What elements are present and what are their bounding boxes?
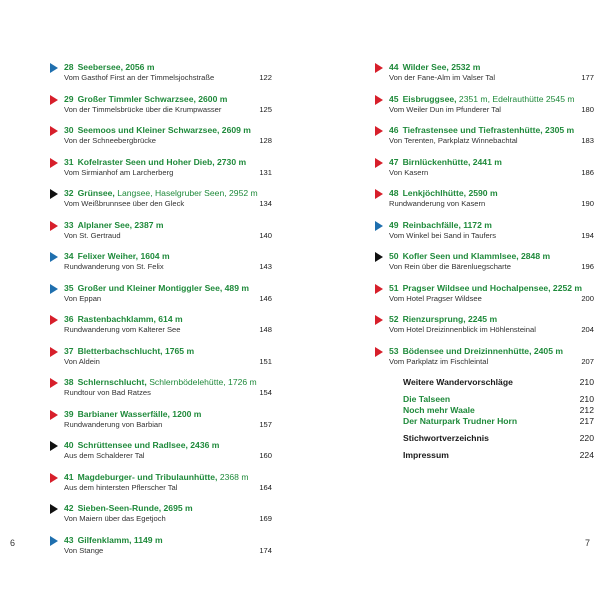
entry-number: 42 [64, 503, 74, 513]
entry-number: 30 [64, 125, 74, 135]
entry-description: Rundwanderung von St. Felix [64, 262, 164, 271]
triangle-marker-icon [375, 126, 383, 136]
toc-entry[interactable] [375, 346, 594, 367]
extra-page-number: 210 [579, 377, 594, 387]
toc-entry[interactable] [50, 409, 272, 430]
toc-entry[interactable] [50, 62, 272, 83]
entry-page-number: 177 [581, 73, 594, 82]
entry-title: Kofelraster Seen und Hoher Dieb, 2730 m [77, 156, 247, 167]
triangle-marker-icon [50, 63, 58, 73]
entry-title: Pragser Wildsee und Hochalpensee, 2252 m [402, 282, 583, 293]
entry-page-number: 122 [259, 73, 272, 82]
toc-entry[interactable] [375, 283, 594, 304]
entry-number: 41 [64, 471, 74, 482]
entry-title: Rastenbachklamm, 614 m [77, 314, 183, 324]
entry-page-number: 169 [259, 514, 272, 523]
triangle-marker-icon [375, 252, 383, 262]
entry-title: Barbianer Wasserfälle, 1200 m [77, 408, 202, 419]
entry-description: Von der Fane-Alm im Valser Tal [389, 73, 496, 82]
toc-entry[interactable] [50, 157, 272, 178]
entry-number: 53 [389, 345, 399, 356]
entry-title: Birnlückenhütte, 2441 m [402, 156, 502, 167]
entry-description: Rundtour von Bad Ratzes [64, 388, 151, 397]
entry-description: Vom Hotel Pragser Wildsee [389, 293, 482, 303]
triangle-marker-icon [50, 473, 58, 483]
entry-title: Bödensee und Dreizinnenhütte, 2405 m [402, 345, 564, 356]
entry-title: Reinbachfälle, 1172 m [402, 219, 492, 230]
toc-entry[interactable] [375, 188, 594, 209]
toc-extra-row[interactable] [403, 433, 594, 444]
triangle-marker-icon [50, 378, 58, 388]
triangle-marker-icon [50, 252, 58, 262]
entry-number: 51 [389, 282, 399, 293]
toc-entry[interactable] [375, 314, 594, 335]
entry-description: Aus dem Schalderer Tal [64, 451, 145, 460]
entry-title: Rienzursprung, 2245 m [402, 314, 498, 324]
entry-number: 31 [64, 156, 74, 167]
triangle-marker-icon [50, 410, 58, 420]
entry-description: Vom Weißbrunnsee über den Gleck [64, 199, 185, 208]
entry-number: 35 [64, 282, 74, 293]
toc-entry[interactable] [50, 188, 272, 209]
toc-left-column [50, 62, 272, 566]
entry-description: Von der Schneebergbrücke [64, 136, 157, 145]
triangle-marker-icon [375, 347, 383, 357]
entry-title: Gilfenklamm, 1149 m [77, 534, 163, 545]
toc-extra-row[interactable] [403, 405, 594, 416]
extra-title: Impressum [403, 450, 449, 460]
triangle-marker-icon [375, 95, 383, 105]
triangle-marker-icon [375, 315, 383, 325]
entry-page-number: 131 [259, 167, 272, 177]
triangle-marker-icon [50, 347, 58, 357]
entry-description: Vom Gasthof First an der Timmelsjochstraße [64, 73, 215, 82]
entry-page-number: 143 [259, 262, 272, 271]
entry-description: Aus dem hintersten Pflerscher Tal [64, 482, 178, 492]
entry-title: Großer und Kleiner Montiggler See, 489 m [77, 282, 249, 293]
triangle-marker-icon [50, 441, 58, 451]
entry-number: 37 [64, 345, 74, 356]
triangle-marker-icon [50, 189, 58, 199]
entry-description: Von St. Gertraud [64, 230, 121, 240]
toc-right-column [375, 62, 594, 467]
toc-extra-row[interactable] [403, 416, 594, 427]
entry-number: 49 [389, 219, 399, 230]
entry-number: 48 [389, 188, 399, 198]
entry-title: Felixer Weiher, 1604 m [77, 251, 170, 261]
entry-number: 40 [64, 440, 74, 450]
toc-entry[interactable] [375, 220, 594, 241]
triangle-marker-icon [50, 284, 58, 294]
entry-page-number: 183 [581, 136, 594, 145]
entry-page-number: 160 [259, 451, 272, 460]
entry-page-number: 204 [581, 325, 594, 334]
toc-entry[interactable] [50, 220, 272, 241]
entry-number: 29 [64, 93, 74, 104]
entry-number: 33 [64, 219, 74, 230]
triangle-marker-icon [375, 284, 383, 294]
toc-entry[interactable] [375, 94, 594, 115]
entry-title: Wilder See, 2532 m [402, 62, 481, 72]
entry-title: Sieben-Seen-Runde, 2695 m [77, 503, 193, 513]
entry-title-extra: 2351 m, Edelrauthütte 2545 m [456, 93, 575, 104]
entry-page-number: 174 [259, 545, 272, 555]
triangle-marker-icon [375, 189, 383, 199]
triangle-marker-icon [375, 63, 383, 73]
entry-title: Lenkjöchlhütte, 2590 m [402, 188, 498, 198]
entry-page-number: 186 [581, 167, 594, 177]
extra-page-number: 224 [579, 450, 594, 460]
extra-title: Die Talseen [403, 394, 451, 404]
toc-entry[interactable] [50, 283, 272, 304]
entry-number: 38 [64, 377, 74, 387]
entry-page-number: 148 [259, 325, 272, 334]
more-section [375, 377, 594, 388]
entry-description: Rundwanderung vom Kalterer See [64, 325, 181, 334]
triangle-marker-icon [50, 221, 58, 231]
entry-description: Von Terenten, Parkplatz Winnebachtal [389, 136, 518, 145]
toc-extra-row[interactable] [403, 377, 594, 388]
entry-title: Seebersee, 2056 m [77, 62, 155, 72]
entry-page-number: 180 [581, 104, 594, 114]
entry-title: Magdeburger- und Tribulaunhütte, [77, 471, 218, 482]
entry-title: Großer Timmler Schwarzsee, 2600 m [77, 93, 228, 104]
entry-description: Rundwanderung von Barbian [64, 419, 163, 429]
entry-title-extra: 2368 m [217, 471, 249, 482]
entry-description: Rundwanderung von Kasern [389, 199, 486, 208]
entry-number: 46 [389, 125, 399, 135]
entry-description: Vom Parkplatz im Fischleintal [389, 356, 489, 366]
entry-number: 52 [389, 314, 399, 324]
toc-entry[interactable] [50, 251, 272, 272]
entry-page-number: 207 [581, 356, 594, 366]
triangle-marker-icon [50, 536, 58, 546]
entry-title: Tiefrastensee und Tiefrastenhütte, 2305 m [402, 125, 575, 135]
entry-page-number: 154 [259, 388, 272, 397]
entry-number: 44 [389, 62, 399, 72]
entry-number: 28 [64, 62, 74, 72]
entry-title: Seemoos und Kleiner Schwarzsee, 2609 m [77, 125, 251, 135]
entry-description: Vom Weiler Dun im Pfunderer Tal [389, 104, 501, 114]
extra-page-number: 220 [579, 433, 594, 443]
extra-page-number: 217 [579, 416, 594, 426]
entry-title: Eisbruggsee, [402, 93, 457, 104]
entry-number: 32 [64, 188, 74, 198]
triangle-marker-icon [375, 221, 383, 231]
entry-page-number: 146 [259, 293, 272, 303]
entry-title: Grünsee, [77, 188, 115, 198]
entry-page-number: 194 [581, 230, 594, 240]
toc-entry[interactable] [50, 346, 272, 367]
entry-description: Von Kasern [389, 167, 429, 177]
extra-page-number: 210 [579, 394, 594, 404]
extra-page-number: 212 [579, 405, 594, 415]
entry-number: 43 [64, 534, 74, 545]
entry-number: 36 [64, 314, 74, 324]
entry-page-number: 151 [259, 356, 272, 366]
toc-entry[interactable] [50, 503, 272, 524]
toc-entry[interactable] [50, 94, 272, 115]
entry-number: 47 [389, 156, 399, 167]
entry-page-number: 125 [259, 104, 272, 114]
entry-description: Von Rein über die Bärenluegscharte [389, 262, 512, 271]
entry-page-number: 140 [259, 230, 272, 240]
entry-description: Von Maiern über das Egetjoch [64, 514, 166, 523]
entry-number: 34 [64, 251, 74, 261]
entry-description: Vom Sirmianhof am Larcherberg [64, 167, 174, 177]
page-number-right: 7 [584, 538, 590, 548]
triangle-marker-icon [50, 504, 58, 514]
index-section [375, 433, 594, 461]
entry-title: Schrüttensee und Radlsee, 2436 m [77, 440, 220, 450]
entry-title-extra: Langsee, Haselgruber Seen, 2952 m [114, 188, 258, 198]
toc-entry[interactable] [50, 125, 272, 146]
toc-entry[interactable] [375, 157, 594, 178]
toc-entry[interactable] [50, 472, 272, 493]
entry-description: Von Stange [64, 545, 104, 555]
entry-number: 39 [64, 408, 74, 419]
entry-page-number: 164 [259, 482, 272, 492]
toc-entry[interactable] [375, 251, 594, 272]
entry-description: Von Eppan [64, 293, 102, 303]
entry-title-extra: Schlernbödelehütte, 1726 m [146, 377, 257, 387]
triangle-marker-icon [50, 126, 58, 136]
entry-description: Von der Timmelsbrücke über die Krumpwasser [64, 104, 222, 114]
toc-extra-row[interactable] [403, 394, 594, 405]
entry-page-number: 190 [581, 199, 594, 208]
entry-title: Schlernschlucht, [77, 377, 147, 387]
extra-title: Stichwortverzeichnis [403, 433, 489, 443]
entry-page-number: 128 [259, 136, 272, 145]
toc-extra-row[interactable] [403, 450, 594, 461]
toc-entry[interactable] [50, 314, 272, 335]
extra-title: Der Naturpark Trudner Horn [403, 416, 518, 426]
entry-title: Alplaner See, 2387 m [77, 219, 164, 230]
entry-page-number: 196 [581, 262, 594, 271]
entry-title: Bletterbachschlucht, 1765 m [77, 345, 195, 356]
entry-description: Von Aldein [64, 356, 100, 366]
triangle-marker-icon [375, 158, 383, 168]
toc-entry[interactable] [50, 377, 272, 398]
talseen-section [375, 394, 594, 427]
entry-page-number: 134 [259, 199, 272, 208]
toc-entry[interactable] [375, 125, 594, 146]
toc-entry[interactable] [50, 440, 272, 461]
extra-title: Weitere Wandervorschläge [403, 377, 513, 387]
triangle-marker-icon [50, 315, 58, 325]
triangle-marker-icon [50, 158, 58, 168]
triangle-marker-icon [50, 95, 58, 105]
entry-page-number: 157 [259, 419, 272, 429]
entry-page-number: 200 [581, 293, 594, 303]
entry-number: 50 [389, 251, 399, 261]
entry-description: Vom Hotel Dreizinnenblick im Höhlensteinal [389, 325, 536, 334]
entry-description: Vom Winkel bei Sand in Taufers [389, 230, 497, 240]
extra-title: Noch mehr Waale [403, 405, 475, 415]
toc-entry[interactable] [50, 535, 272, 556]
toc-entry[interactable] [375, 62, 594, 83]
page-number-left: 6 [10, 538, 16, 548]
entry-number: 45 [389, 93, 399, 104]
entry-title: Kofler Seen und Klammlsee, 2848 m [402, 251, 551, 261]
